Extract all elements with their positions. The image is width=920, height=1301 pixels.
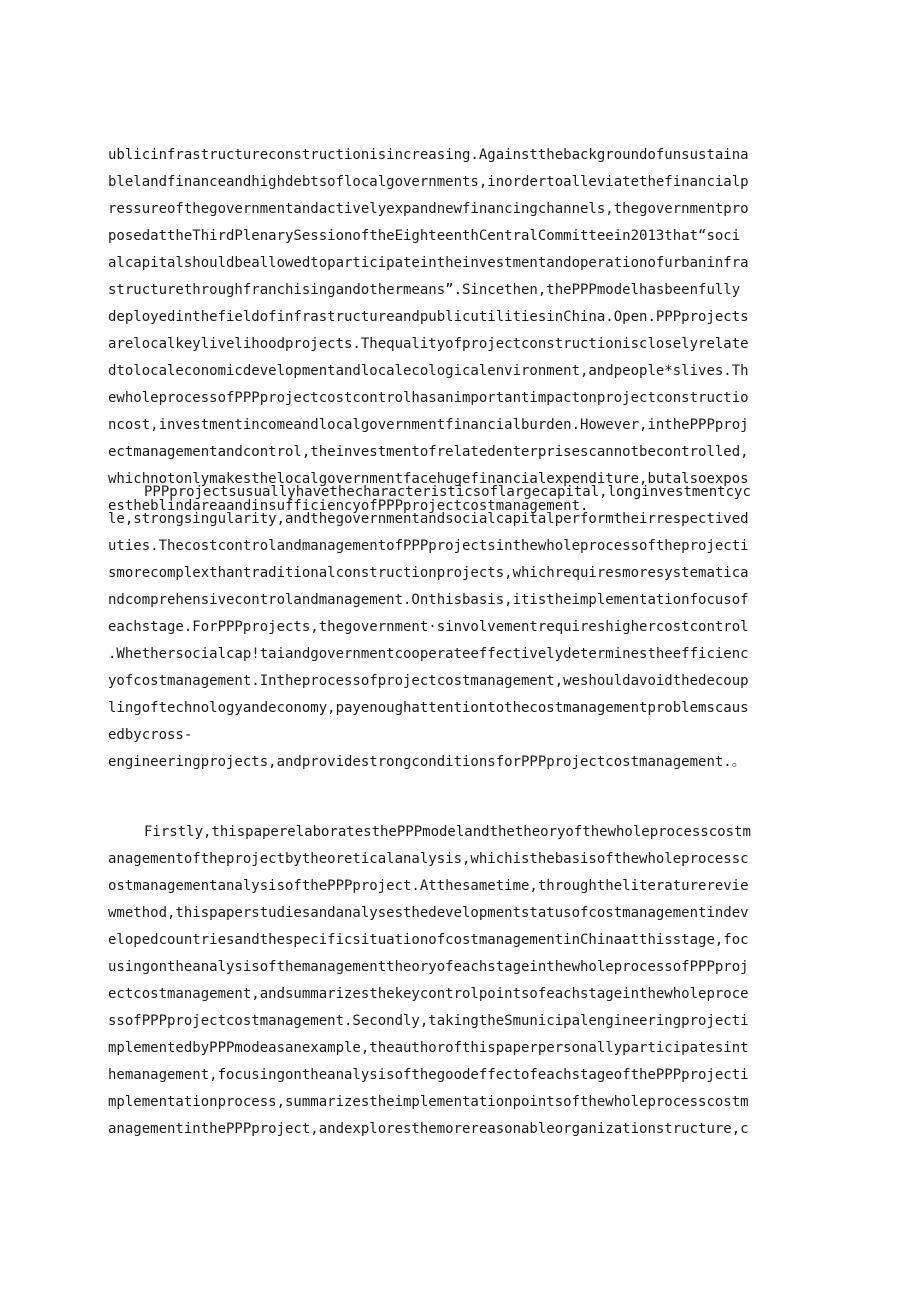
paragraph-line: hemanagement,focusingontheanalysisofthegoodeffectofeachstageofthePPPprojecti bbox=[108, 1067, 749, 1083]
paragraph-line: blelandfinanceandhighdebtsoflocalgovernments,inordertoalleviatethefinancialp bbox=[108, 174, 749, 190]
paragraph-line: ssofPPPprojectcostmanagement.Secondly,takingtheSmunicipalengineeringprojecti bbox=[108, 1013, 749, 1029]
paragraph-3 bbox=[108, 819, 816, 1143]
paragraph-line: estheblindareaandinsufficiencyofPPPprojectcostmanagement. bbox=[108, 498, 589, 514]
paragraph-line: deployedinthefieldofinfrastructureandpublicutilitiesinChina.Open.PPPprojects bbox=[108, 309, 749, 325]
paragraph-line: whichnotonlymakesthelocalgovernmentfacehugefinancialexpenditure,butalsoexpos bbox=[108, 471, 749, 487]
paragraph-line: anagementinthePPPproject,andexploresthemorereasonableorganizationstructure,c bbox=[108, 1121, 749, 1137]
paragraph-line: le,strongsingularity,andthegovernmentandsocialcapitalperformtheirrespectived bbox=[108, 511, 749, 527]
paragraph-line: edbycross- bbox=[108, 727, 193, 743]
paragraph-line: alcapitalshouldbeallowedtoparticipateintheinvestmentandoperationofurbaninfra bbox=[108, 255, 749, 271]
paragraph-line: uties.ThecostcontrolandmanagementofPPPprojectsinthewholeprocessoftheprojecti bbox=[108, 538, 749, 554]
paragraph-line: engineeringprojects,andprovidestrongconditionsforPPPprojectcostmanagement.。 bbox=[108, 754, 746, 770]
paragraph-line: posedattheThirdPlenarySessionoftheEighteenthCentralCommitteein2013that“soci bbox=[108, 228, 741, 244]
paragraph-line: ectcostmanagement,andsummarizesthekeycontrolpointsofeachstageinthewholeproce bbox=[108, 986, 749, 1002]
paragraph-line: ectmanagementandcontrol,theinvestmentofrelatedenterprisescannotbecontrolled, bbox=[108, 444, 749, 460]
paragraph-line: structurethroughfranchisingandothermeans”.Sincethen,thePPPmodelhasbeenfully bbox=[108, 282, 741, 298]
paragraph-line: mplementedbyPPPmodeasanexample,theauthorofthispaperpersonallyparticipatesint bbox=[108, 1040, 749, 1056]
paragraph-2 bbox=[108, 479, 816, 776]
paragraph-line: ewholeprocessofPPPprojectcostcontrolhasanimportantimpactonprojectconstructio bbox=[108, 390, 749, 406]
paragraph-line: elopedcountriesandthespecificsituationofcostmanagementinChinaatthisstage,foc bbox=[108, 932, 749, 948]
paragraph-1 bbox=[108, 142, 816, 520]
paragraph-line: ncost,investmentincomeandlocalgovernmentfinancialburden.However,inthePPPproj bbox=[108, 417, 749, 433]
paragraph-line: yofcostmanagement.Intheprocessofprojectcostmanagement,weshouldavoidthedecoup bbox=[108, 673, 749, 689]
paragraph-line: mplementationprocess,summarizestheimplementationpointsofthewholeprocesscostm bbox=[108, 1094, 749, 1110]
paragraph-line: dtolocaleconomicdevelopmentandlocalecologicalenvironment,andpeople*slives.Th bbox=[108, 363, 749, 379]
paragraph-line: .Whethersocialcap!taiandgovernmentcooperateeffectivelydeterminestheefficienc bbox=[108, 646, 749, 662]
paragraph-line: lingoftechnologyandeconomy,payenoughattentiontothecostmanagementproblemscaus bbox=[108, 700, 749, 716]
paragraph-line: PPPprojectsusuallyhavethecharacteristicsoflargecapital,longinvestmentcyc bbox=[144, 484, 751, 500]
paragraph-line: wmethod,thispaperstudiesandanalysesthedevelopmentstatusofcostmanagementindev bbox=[108, 905, 749, 921]
paragraph-line: ostmanagementanalysisofthePPPproject.Atthesametime,throughtheliteraturerevie bbox=[108, 878, 749, 894]
paragraph-line: arelocalkeylivelihoodprojects.Thequalityofprojectconstructioniscloselyrelate bbox=[108, 336, 749, 352]
paragraph-line: smorecomplexthantraditionalconstructionprojects,whichrequiresmoresystematica bbox=[108, 565, 749, 581]
paragraph-line: ressureofthegovernmentandactivelyexpandnewfinancingchannels,thegovernmentpro bbox=[108, 201, 749, 217]
paragraph-line: ndcomprehensivecontrolandmanagement.Onthisbasis,itistheimplementationfocusof bbox=[108, 592, 749, 608]
paragraph-line: usingontheanalysisofthemanagementtheoryofeachstageinthewholeprocessofPPPproj bbox=[108, 959, 749, 975]
paragraph-line: Firstly,thispaperelaboratesthePPPmodelandthetheoryofthewholeprocesscostm bbox=[144, 824, 751, 840]
paragraph-line: ublicinfrastructureconstructionisincreasing.Againstthebackgroundofunsustaina bbox=[108, 147, 749, 163]
paragraph-line: anagementoftheprojectbytheoreticalanalysis,whichisthebasisofthewholeprocessc bbox=[108, 851, 749, 867]
paragraph-line: eachstage.ForPPPprojects,thegovernment·sinvolvementrequireshighercostcontrol bbox=[108, 619, 749, 635]
